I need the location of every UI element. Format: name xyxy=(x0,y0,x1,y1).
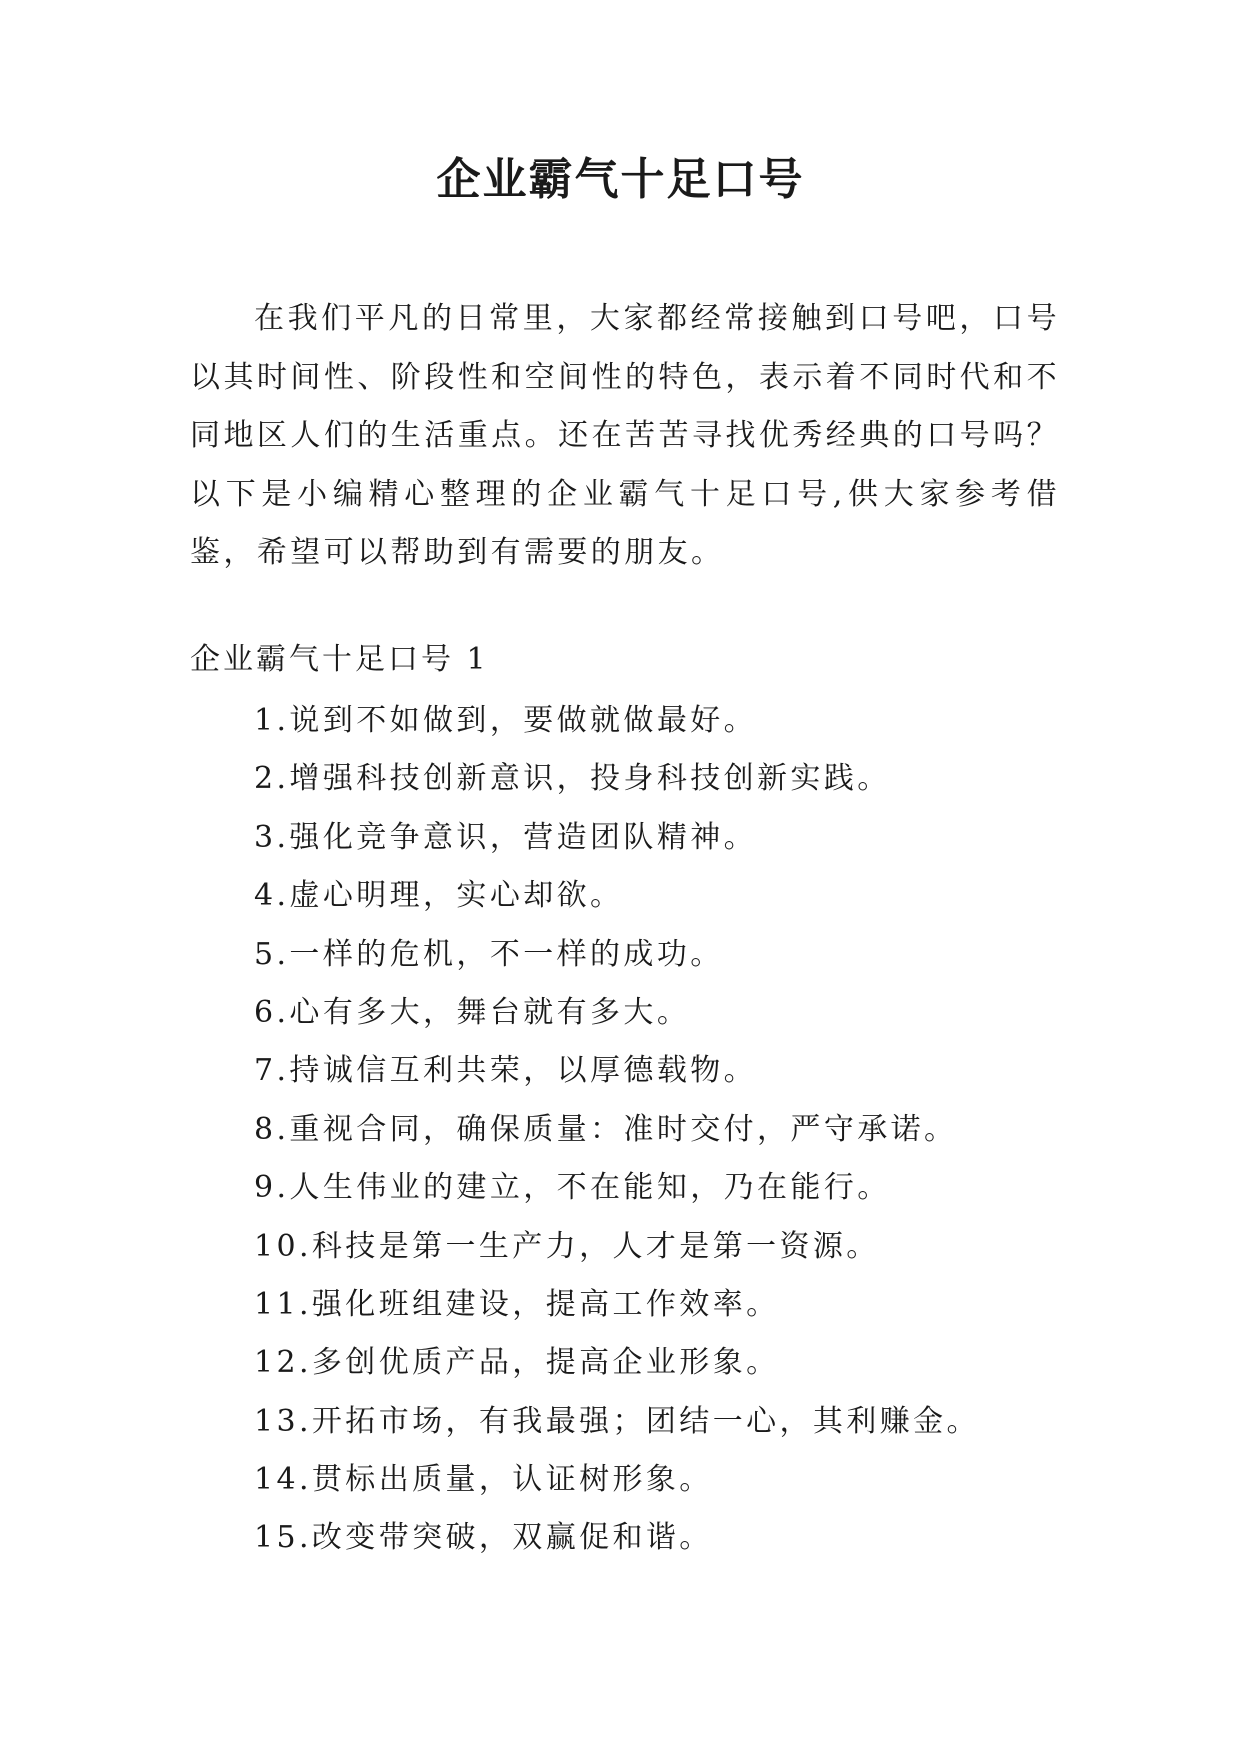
list-item: 5.一样的危机，不一样的成功。 xyxy=(254,936,724,972)
list-item: 12.多创优质产品，提高企业形象。 xyxy=(254,1345,780,1381)
slogan-list xyxy=(254,698,980,1574)
list-item: 6.心有多大，舞台就有多大。 xyxy=(254,994,691,1030)
list-item: 11.强化班组建设，提高工作效率。 xyxy=(254,1286,780,1322)
document-title: 企业霸气十足口号 xyxy=(436,154,805,205)
section-heading: 企业霸气十足口号 1 xyxy=(190,642,489,677)
list-item: 2.增强科技创新意识，投身科技创新实践。 xyxy=(254,761,891,797)
list-item: 9.人生伟业的建立，不在能知，乃在能行。 xyxy=(254,1170,891,1206)
list-item: 3.强化竞争意识，营造团队精神。 xyxy=(254,819,758,855)
list-item: 14.贯标出质量，认证树形象。 xyxy=(254,1462,713,1498)
list-item: 10.科技是第一生产力，人才是第一资源。 xyxy=(254,1228,880,1264)
list-item: 1.说到不如做到，要做就做最好。 xyxy=(254,703,758,738)
list-item: 8.重视合同，确保质量：准时交付，严守承诺。 xyxy=(254,1111,958,1147)
list-item: 7.持诚信互利共荣，以厚德载物。 xyxy=(254,1053,758,1089)
intro-paragraph: 在我们平凡的日常里，大家都经常接触到口号吧，口号以其时间性、阶段性和空间性的特色，表示着不同时代和不同地区人们的生活重点。还在苦苦寻找优秀经典的口号吗？以下是小编精心整理的企业霸气十足口号,供大家参考借鉴，希望可以帮助到有需要的朋友。 xyxy=(190,301,1060,570)
list-item: 15.改变带突破，双赢促和谐。 xyxy=(254,1520,713,1556)
list-item: 4.虚心明理，实心却欲。 xyxy=(254,878,624,914)
list-item: 13.开拓市场，有我最强；团结一心，其利赚金。 xyxy=(254,1403,980,1439)
